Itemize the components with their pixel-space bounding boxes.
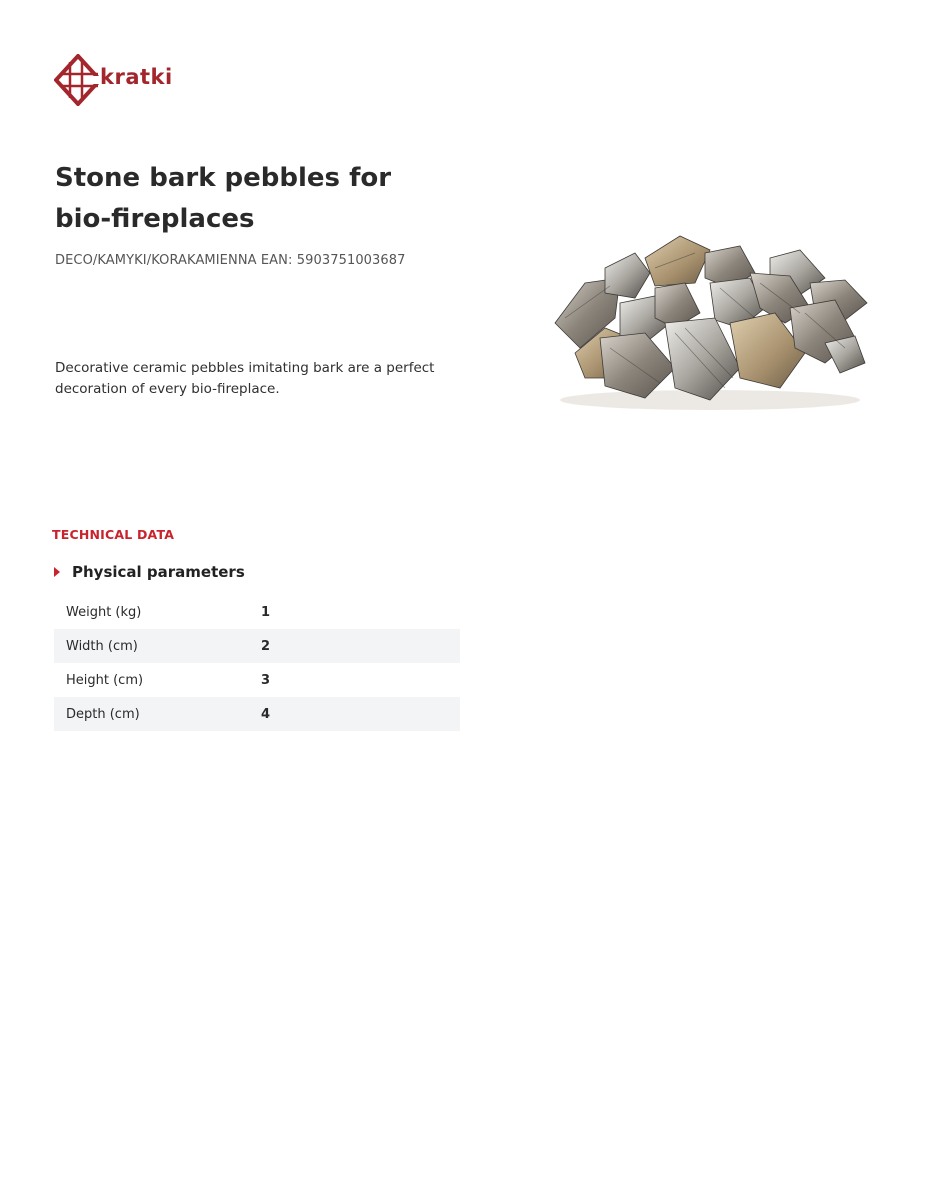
brand-wordmark: kratki bbox=[100, 65, 173, 89]
param-value: 3 bbox=[261, 672, 271, 688]
param-label: Weight (kg) bbox=[66, 604, 142, 620]
param-label: Height (cm) bbox=[66, 672, 144, 688]
param-label: Width (cm) bbox=[54, 629, 261, 663]
physical-parameters-section[interactable] bbox=[54, 563, 245, 581]
param-value: 1 bbox=[261, 604, 271, 620]
parameters-table bbox=[54, 595, 460, 731]
section-title: Physical parameters bbox=[72, 563, 245, 581]
product-image bbox=[545, 228, 875, 413]
param-label: Depth (cm) bbox=[54, 697, 261, 731]
table-row bbox=[54, 663, 460, 697]
param-value: 2 bbox=[261, 629, 460, 663]
logo-mark-icon bbox=[54, 54, 102, 106]
page-title: Stone bark pebbles for bio-fireplaces bbox=[55, 163, 392, 234]
param-value: 4 bbox=[261, 697, 460, 731]
product-code: DECO/KAMYKI/KORAKAMIENNA EAN: 5903751003687 bbox=[55, 253, 406, 268]
table-row bbox=[54, 629, 460, 663]
table-row bbox=[54, 595, 460, 629]
technical-data-heading: TECHNICAL DATA bbox=[52, 527, 175, 542]
caret-right-icon bbox=[54, 567, 60, 577]
product-description: Decorative ceramic pebbles imitating bark are a perfect decoration of every bio-fireplace. bbox=[55, 360, 435, 397]
brand-logo bbox=[54, 54, 214, 106]
table-row bbox=[54, 697, 460, 731]
